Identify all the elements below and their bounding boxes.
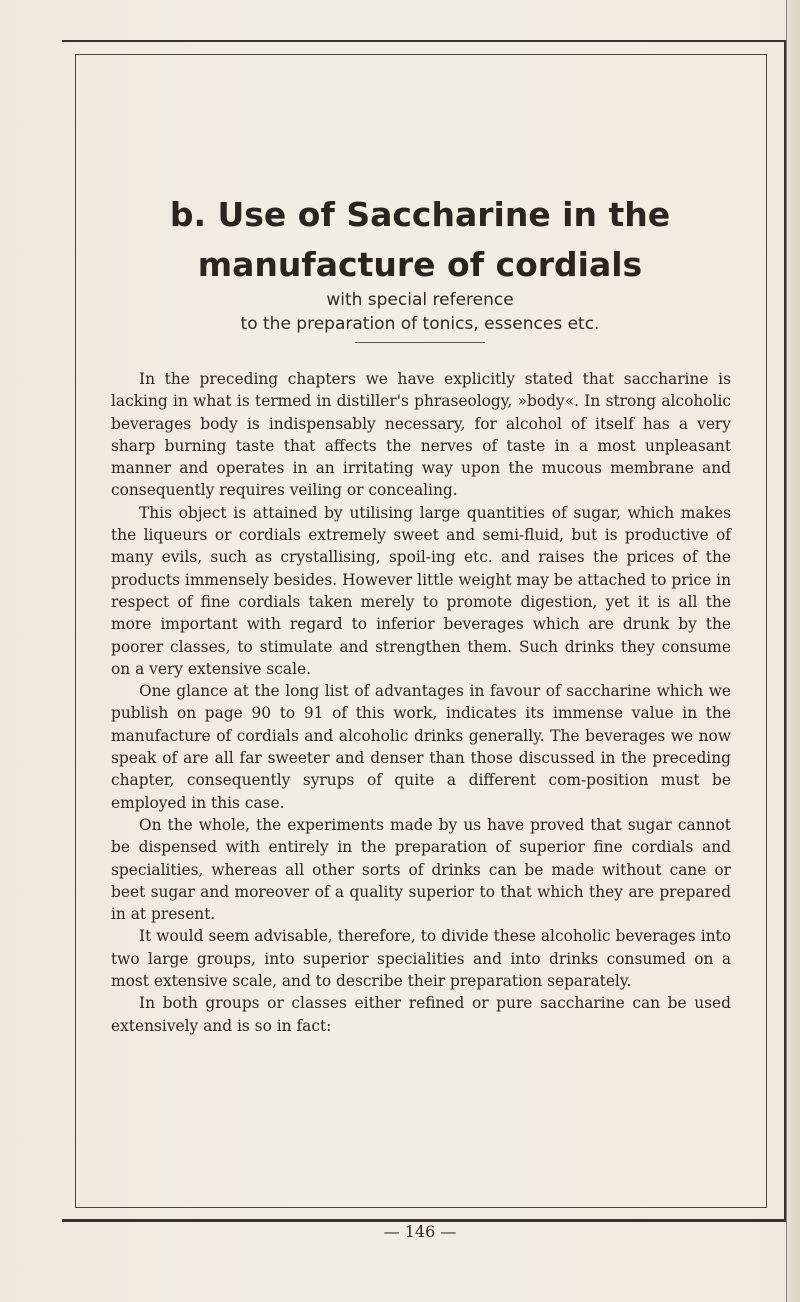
paragraph: In both groups or classes either refined or pure saccharine can be used extensively and is so in fact: <box>111 994 731 1035</box>
page-edge <box>786 0 800 1302</box>
subheading-line-1: with special reference <box>326 290 514 310</box>
body-text <box>111 368 731 1037</box>
chapter-heading-line-2: manufacture of cordials <box>197 245 643 284</box>
paragraph: One glance at the long list of advantages in favour of saccharine which we publish on page 90 to 91 of this work, indicates its immense value in the manufacture of cordials and alcoholic drinks generally. The beverages we now speak of are all far sweeter and denser than those discussed in the preceding chapter, consequently syrups of quite a different com-position must be employed in this case. <box>111 682 731 812</box>
chapter-subheading <box>75 288 765 336</box>
paragraph: This object is attained by utilising large quantities of sugar, which makes the liqueurs or cordials extremely sweet and semi-fluid, but is productive of many evils, such as crystallising, spoil-ing etc. and raises the prices of the products immensely besides. However little weight may be attached to price in respect of fine cordials taken merely to promote digestion, yet it is all the more important with regard to inferior beverages which are drunk by the poorer classes, to stimulate and strengthen them. Such drinks they consume on a very extensive scale. <box>111 503 731 678</box>
page-number: — 146 — <box>383 1222 457 1241</box>
paragraph: It would seem advisable, therefore, to divide these alcoholic beverages into two large groups, into superior specialities and into drinks consumed on a most extensive scale, and to describe their preparation separately. <box>111 927 731 991</box>
paragraph: In the preceding chapters we have explicitly stated that saccharine is lacking in what is termed in distiller's phraseology, »body«. In strong alcoholic beverages body is indispensably necessary, for alcohol of itself has a very sharp burning taste that affects the nerves of taste in a most unpleasant manner and operates in an irritating way upon the mucous membrane and consequently requires veiling or concealing. <box>111 370 731 500</box>
chapter-heading <box>75 190 765 290</box>
paragraph: On the whole, the experiments made by us have proved that sugar cannot be dispensed with entirely in the preparation of superior fine cordials and specialities, whereas all other sorts of drinks can be made without cane or beet sugar and moreover of a quality superior to that which they are prepared in at present. <box>111 815 731 924</box>
subheading-line-2: to the preparation of tonics, essences etc. <box>240 314 600 334</box>
chapter-heading-line-1: b. Use of Saccharine in the <box>169 195 671 234</box>
divider-rule <box>355 342 485 343</box>
